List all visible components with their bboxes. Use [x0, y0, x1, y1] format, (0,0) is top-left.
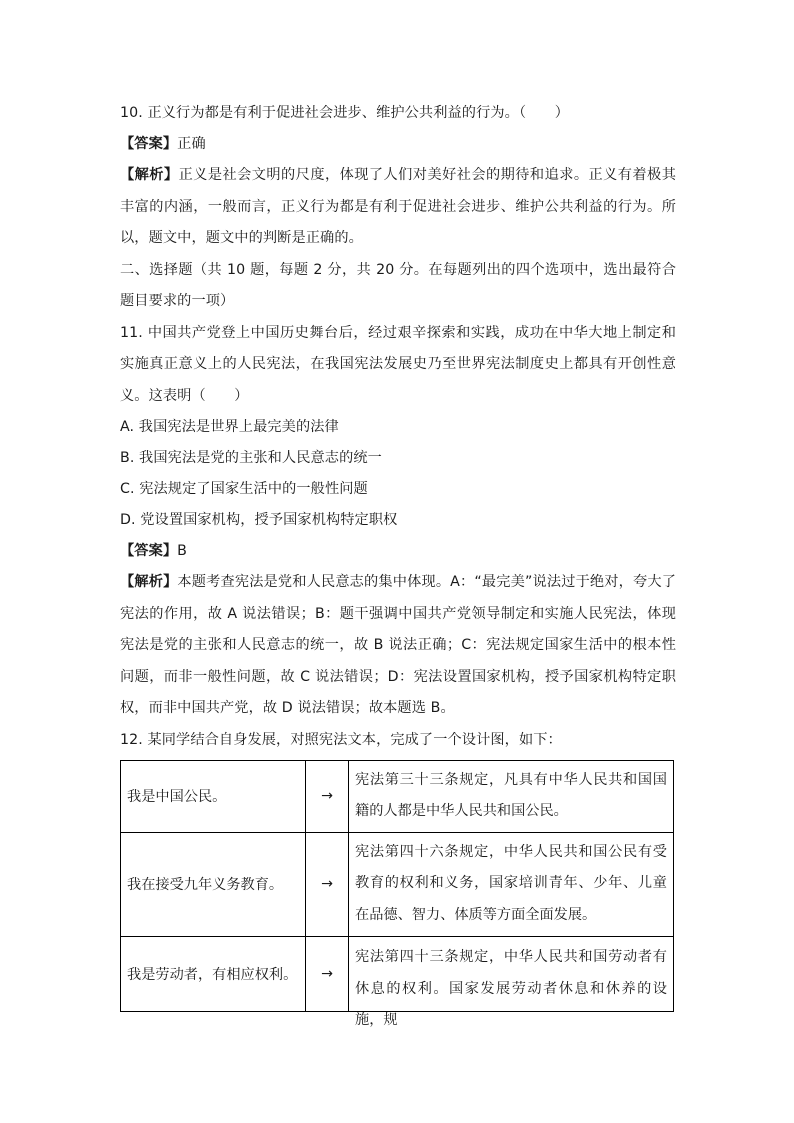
row-right-cell — [349, 936, 674, 1028]
q11-analysis — [120, 567, 676, 725]
answer-value: 正确 — [177, 136, 206, 152]
document-body — [120, 98, 676, 1028]
q11-option-c: C. 宪法规定了国家生活中的一般性问题 — [120, 481, 368, 497]
section-heading: 二、选择题（共 10 题，每题 2 分，共 20 分。在每题列出的四个选项中，选出最符合题目要求的一项） — [120, 261, 676, 309]
row-right-cell: 宪法第三十三条规定，凡具有中华人民共和国国籍的人都是中华人民共和国公民。 — [349, 760, 674, 832]
q10-answer — [120, 129, 676, 160]
analysis-text: 本题考查宪法是党和人民意志的集中体现。A：“最完美”说法过于绝对，夸大了宪法的作用，故 A 说法错误；B：题干强调中国共产党领导制定和实施人民宪法，体现宪法是党的主张和人民意志的统一，故 B 说法正确；C：宪法规定国家生活中的根本性问题，而非一般性问题，故 C 说法错误；D：宪法设置国家机构，授予国家机构特定职权，而非中国共产党，故 D 说法错误；故本题选 B。 — [120, 574, 676, 716]
analysis-text: 正义是社会文明的尺度，体现了人们对美好社会的期待和追求。正义有着极其丰富的内涵，一般而言，正义行为都是有利于促进社会进步、维护公共利益的行为。所以，题文中，题文中的判断是正确的。 — [120, 167, 676, 246]
q11-option-d: D. 党设置国家机构，授予国家机构特定职权 — [120, 512, 398, 528]
analysis-tag: 【解析】 — [120, 167, 179, 183]
arrow-icon: → — [306, 832, 349, 936]
q11-option-a: A. 我国宪法是世界上最完美的法律 — [120, 419, 339, 435]
row-left-cell: 我在接受九年义务教育。 — [121, 832, 306, 936]
q12-question: 12. 某同学结合自身发展，对照宪法文本，完成了一个设计图，如下： — [120, 731, 562, 748]
analysis-tag: 【解析】 — [120, 574, 178, 590]
arrow-icon: → — [306, 760, 349, 832]
row-left-cell: 我是劳动者，有相应权利。 — [121, 936, 306, 1011]
q10-analysis — [120, 160, 676, 255]
answer-tag: 【答案】 — [120, 543, 178, 559]
table-row — [121, 832, 674, 936]
q11-answer — [120, 536, 676, 567]
arrow-icon: → — [306, 936, 349, 1011]
row-right-text: 宪法第四十三条规定，中华人民共和国劳动者有休息的权利。国家发展劳动者休息和休养的设施，规 — [355, 949, 667, 1028]
answer-value: B — [177, 543, 187, 559]
table-row — [121, 936, 674, 1011]
q11-option-b: B. 我国宪法是党的主张和人民意志的统一 — [120, 450, 382, 466]
design-table — [120, 760, 674, 1028]
q10-question: 10. 正义行为都是有利于促进社会进步、维护公共利益的行为。（ ） — [120, 105, 569, 121]
row-right-cell: 宪法第四十六条规定，中华人民共和国公民有受教育的权利和义务，国家培训青年、少年、儿童在品德、智力、体质等方面全面发展。 — [349, 832, 674, 936]
q11-question: 11. 中国共产党登上中国历史舞台后，经过艰辛探索和实践，成功在中华大地上制定和实施真正意义上的人民宪法，在我国宪法发展史乃至世界宪法制度史上都具有开创性意义。这表明（ ） — [120, 324, 676, 404]
answer-tag: 【答案】 — [120, 136, 178, 152]
table-row — [121, 760, 674, 832]
row-left-cell: 我是中国公民。 — [121, 760, 306, 832]
